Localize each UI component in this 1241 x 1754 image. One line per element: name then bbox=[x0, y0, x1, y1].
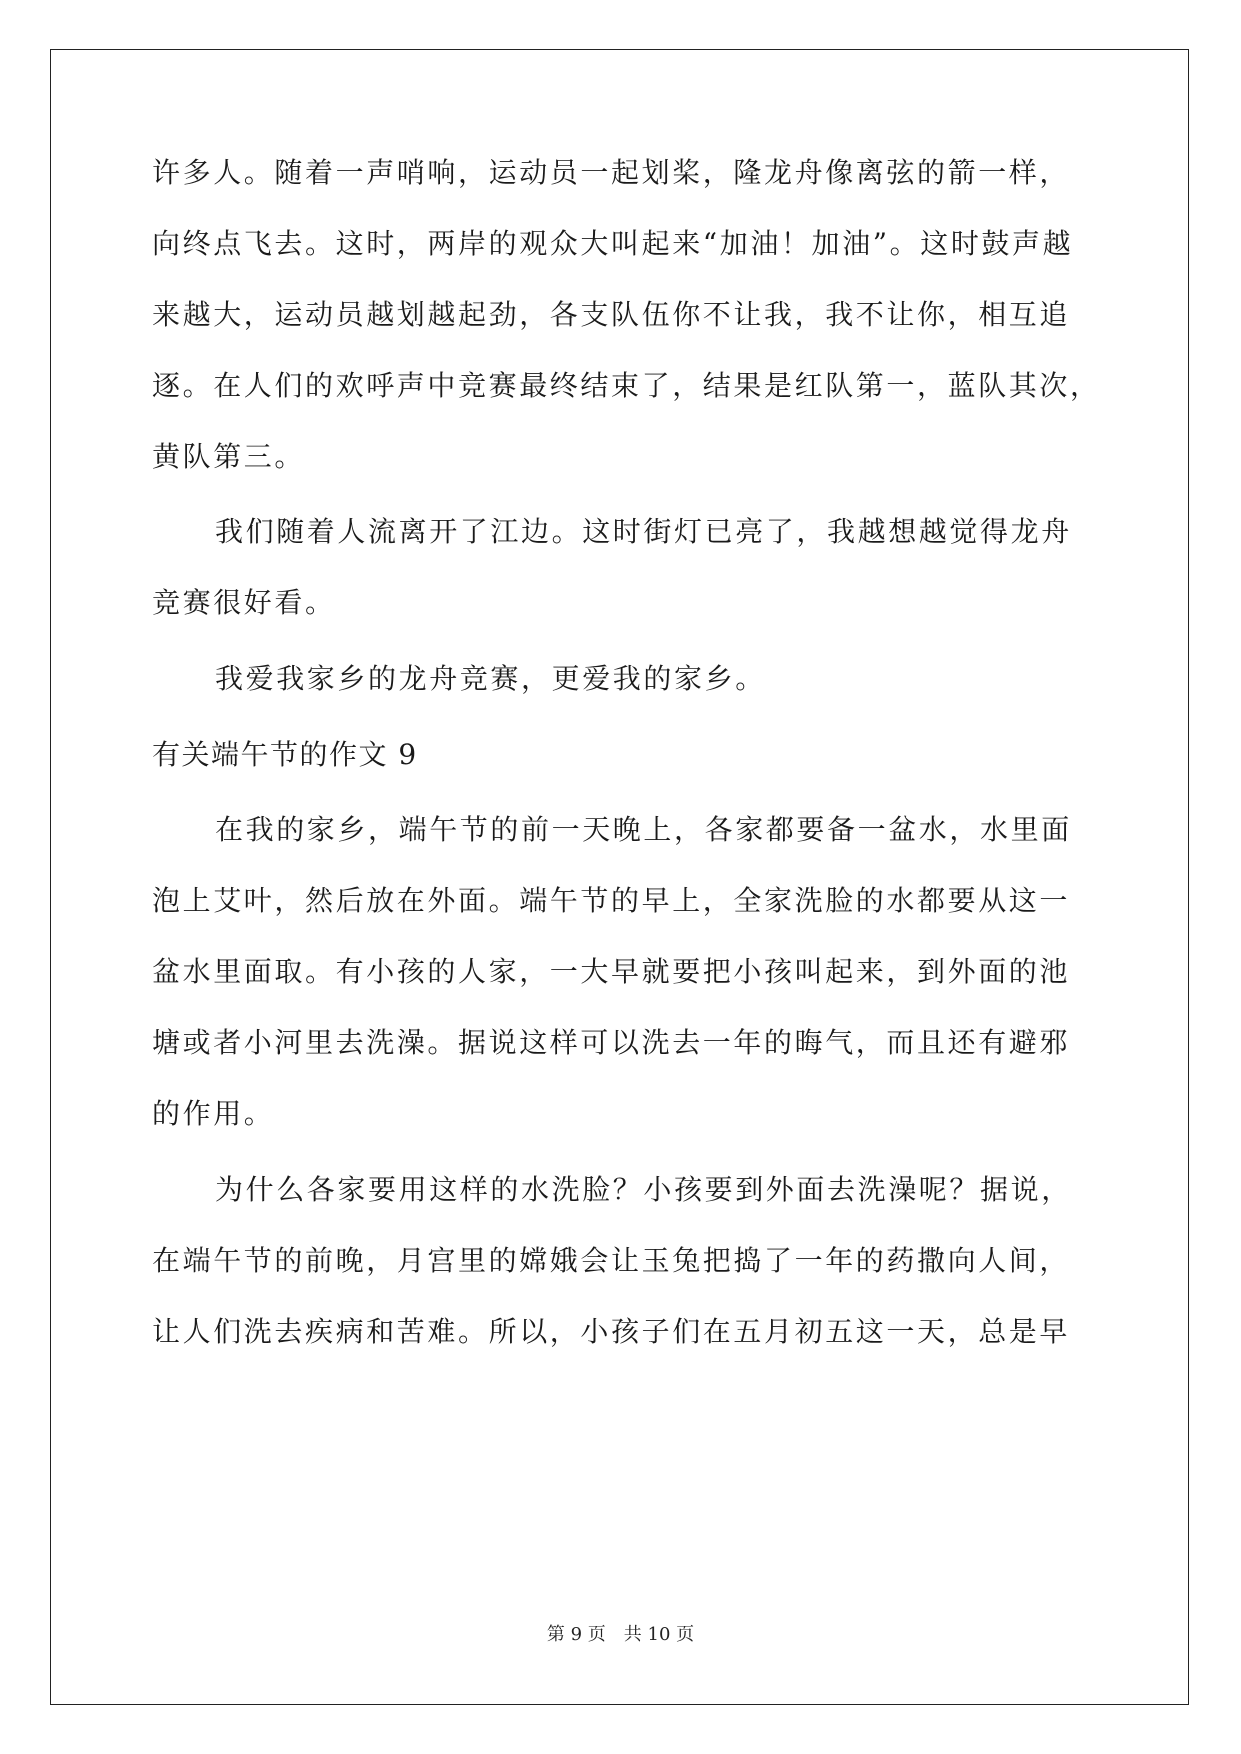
text-line-11: 泡上艾叶，然后放在外面。端午节的早上，全家洗脸的水都要从这一 bbox=[152, 884, 1071, 917]
text-line-12: 盆水里面取。有小孩的人家，一大早就要把小孩叫起来，到外面的池 bbox=[152, 955, 1071, 988]
text-line-4: 逐。在人们的欢呼声中竞赛最终结束了，结果是红队第一，蓝队其次， bbox=[152, 369, 1101, 402]
text-line-1: 许多人。随着一声哨响，运动员一起划桨，隆龙舟像离弦的箭一样， bbox=[152, 156, 1071, 189]
page-footer: 第 9 页 共 10 页 bbox=[546, 1624, 695, 1645]
text-line-3: 来越大，运动员越划越起劲，各支队伍你不让我，我不让你，相互追 bbox=[152, 298, 1071, 331]
text-line-13: 塘或者小河里去洗澡。据说这样可以洗去一年的晦气，而且还有避邪 bbox=[152, 1026, 1071, 1059]
text-line-8: 我爱我家乡的龙舟竞赛，更爱我的家乡。 bbox=[215, 662, 766, 695]
text-line-15: 为什么各家要用这样的水洗脸？小孩要到外面去洗澡呢？据说， bbox=[215, 1173, 1072, 1206]
text-line-7: 竞赛很好看。 bbox=[152, 586, 336, 619]
text-line-16: 在端午节的前晚，月宫里的嫦娥会让玉兔把捣了一年的药撒向人间， bbox=[152, 1244, 1071, 1277]
text-line-17: 让人们洗去疾病和苦难。所以，小孩子们在五月初五这一天，总是早 bbox=[152, 1315, 1071, 1348]
text-line-10: 在我的家乡，端午节的前一天晚上，各家都要备一盆水，水里面 bbox=[215, 813, 1072, 846]
text-line-5: 黄队第三。 bbox=[152, 440, 306, 473]
text-line-2: 向终点飞去。这时，两岸的观众大叫起来“加油！加油”。这时鼓声越 bbox=[152, 227, 1074, 260]
text-line-6: 我们随着人流离开了江边。这时街灯已亮了，我越想越觉得龙舟 bbox=[215, 515, 1072, 548]
text-line-14: 的作用。 bbox=[152, 1097, 275, 1130]
section-heading: 有关端午节的作文 9 bbox=[152, 738, 418, 771]
